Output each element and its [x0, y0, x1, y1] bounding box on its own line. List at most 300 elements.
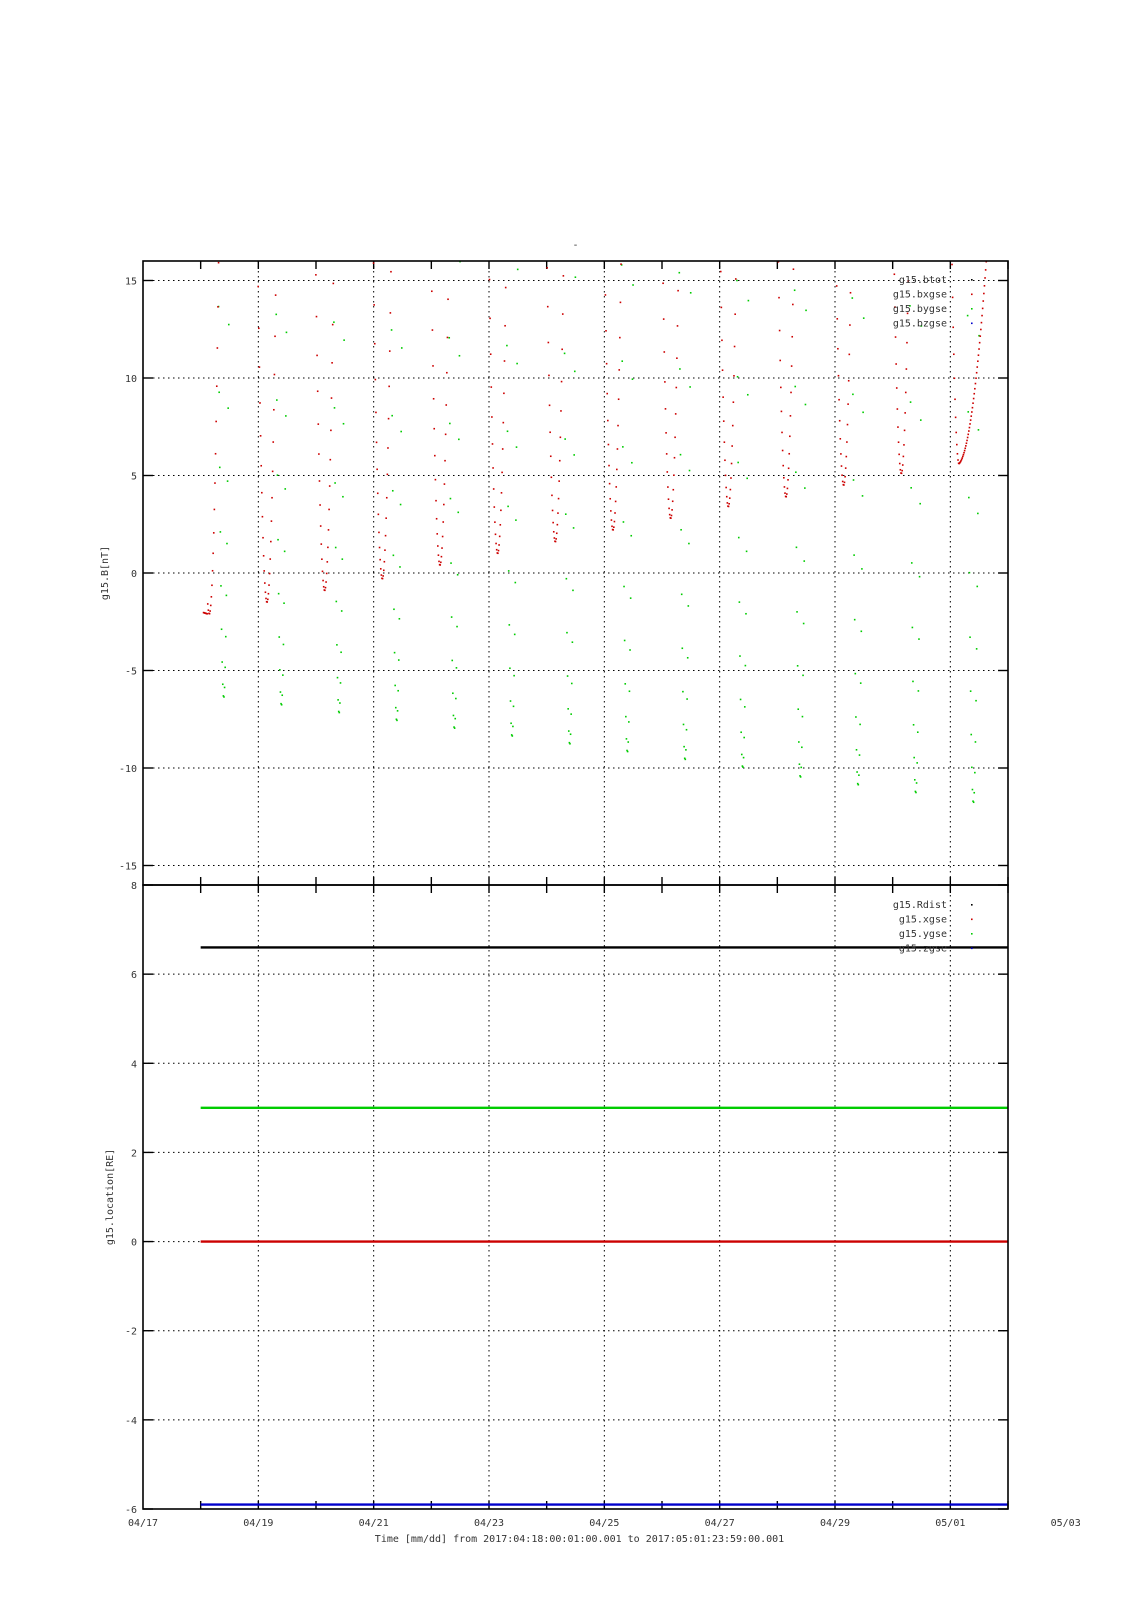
bygse-point [632, 284, 634, 286]
bxgse-point [618, 398, 620, 400]
bxgse-point [662, 282, 664, 284]
bxgse-point [376, 469, 378, 471]
x-tick-label: 04/21 [358, 1518, 389, 1529]
bygse-point [740, 731, 742, 733]
bygse-point [797, 665, 799, 667]
bxgse-point [439, 564, 441, 566]
bxgse-point [964, 448, 966, 450]
bxgse-point [268, 593, 270, 595]
bygse-point [683, 724, 685, 726]
bxgse-point [785, 496, 787, 498]
bygse-point [745, 665, 747, 667]
bxgse-point [611, 526, 613, 528]
bxgse-point [665, 408, 667, 410]
bxgse-point [614, 521, 616, 523]
bxgse-point [783, 477, 785, 479]
bxgse-point [561, 381, 563, 383]
legend-entry: g15.bxgse [892, 289, 947, 301]
bygse-point [228, 324, 230, 326]
bxgse-point [608, 465, 610, 467]
bxgse-point [841, 474, 843, 476]
bygse-point [746, 478, 748, 480]
bygse-point [968, 497, 970, 499]
bxgse-point [724, 459, 726, 461]
bygse-point [512, 726, 514, 728]
bxgse-point [378, 514, 380, 516]
bygse-point [571, 683, 573, 685]
bygse-point [688, 543, 690, 545]
bxgse-point [382, 575, 384, 577]
legend-entry: g15.bzgse [892, 318, 947, 330]
bxgse-point [791, 365, 793, 367]
bxgse-point [328, 509, 330, 511]
bxgse-point [546, 267, 548, 269]
bxgse-point [784, 492, 786, 494]
bygse-point [740, 699, 742, 701]
bxgse-point [984, 285, 986, 287]
bxgse-point [782, 450, 784, 452]
bxgse-point [558, 498, 560, 500]
bygse-point [914, 779, 916, 781]
bxgse-point [618, 369, 620, 371]
bygse-point [737, 376, 739, 378]
bygse-point [397, 690, 399, 692]
bygse-point [681, 594, 683, 596]
bxgse-point [267, 599, 269, 601]
bxgse-point [675, 413, 677, 415]
bygse-point [514, 634, 516, 636]
bygse-point [506, 345, 508, 347]
bygse-point [859, 754, 861, 756]
bxgse-point [953, 353, 955, 355]
bygse-point [970, 690, 972, 692]
bxgse-point [981, 322, 983, 324]
bygse-point [392, 490, 394, 492]
bxgse-point [373, 304, 375, 306]
bygse-point [335, 547, 337, 549]
bxgse-point [550, 455, 552, 457]
bxgse-point [847, 424, 849, 426]
bygse-point [275, 314, 277, 316]
bygse-point [627, 741, 629, 743]
x-axis-label: Time [mm/dd] from 2017:04:18:00:01:00.001 to 2017:05:01:23:59:00.001 [374, 1534, 785, 1545]
bxgse-point [901, 470, 903, 472]
bxgse-point [491, 416, 493, 418]
bygse-point [339, 702, 341, 704]
bxgse-point [215, 453, 217, 455]
bygse-point [917, 731, 919, 733]
bygse-point [801, 746, 803, 748]
bygse-point [803, 560, 805, 562]
bxgse-point [558, 480, 560, 482]
bxgse-point [331, 397, 333, 399]
bygse-point [570, 733, 572, 735]
bygse-point [970, 734, 972, 736]
bxgse-point [952, 327, 954, 329]
bygse-point [736, 280, 738, 282]
bygse-point [277, 474, 279, 476]
bygse-point [516, 446, 518, 448]
bxgse-point [495, 543, 497, 545]
bxgse-point [273, 409, 275, 411]
bxgse-point [972, 402, 974, 404]
bygse-point [340, 651, 342, 653]
bxgse-point [726, 496, 728, 498]
bygse-point [919, 576, 921, 578]
bxgse-point [724, 441, 726, 443]
bygse-point [339, 712, 341, 714]
bygse-point [628, 721, 630, 723]
y-tick-label: -15 [118, 861, 137, 873]
bygse-point [564, 438, 566, 440]
bygse-point [859, 724, 861, 726]
bygse-point [861, 568, 863, 570]
bygse-point [852, 394, 854, 396]
bxgse-point [552, 510, 554, 512]
legend-marker [971, 279, 973, 281]
bxgse-point [722, 369, 724, 371]
bxgse-point [272, 471, 274, 473]
bxgse-point [979, 335, 981, 337]
bxgse-point [562, 313, 564, 315]
bxgse-point [969, 423, 971, 425]
bxgse-point [617, 425, 619, 427]
bygse-point [278, 593, 280, 595]
bygse-point [456, 667, 458, 669]
bxgse-point [378, 532, 380, 534]
bxgse-point [611, 519, 613, 521]
bygse-point [221, 661, 223, 663]
bxgse-point [260, 465, 262, 467]
bxgse-point [502, 448, 504, 450]
bygse-point [281, 694, 283, 696]
bxgse-point [778, 297, 780, 299]
bygse-point [737, 462, 739, 464]
bygse-point [795, 471, 797, 473]
bxgse-point [677, 325, 679, 327]
bxgse-point [732, 425, 734, 427]
bygse-point [391, 415, 393, 417]
bxgse-point [607, 420, 609, 422]
bygse-point [861, 631, 863, 633]
y-axis-label: g15.location[RE] [105, 1148, 116, 1246]
bxgse-point [274, 336, 276, 338]
bygse-point [517, 269, 519, 271]
bygse-point [337, 699, 339, 701]
bxgse-point [967, 434, 969, 436]
bxgse-point [317, 390, 319, 392]
bxgse-point [557, 524, 559, 526]
bygse-point [686, 729, 688, 731]
bygse-point [401, 347, 403, 349]
bxgse-point [268, 584, 270, 586]
legend-entry: g15.zgse [898, 943, 947, 955]
bxgse-point [217, 347, 219, 349]
bxgse-point [389, 350, 391, 352]
bygse-point [572, 641, 574, 643]
bygse-point [632, 378, 634, 380]
bygse-point [515, 519, 517, 521]
bxgse-point [617, 448, 619, 450]
bxgse-point [981, 315, 983, 317]
legend-entry: g15.Rdist [892, 900, 947, 911]
bxgse-point [725, 475, 727, 477]
bxgse-point [390, 312, 392, 314]
bxgse-point [387, 474, 389, 476]
bxgse-point [735, 278, 737, 280]
bxgse-point [896, 387, 898, 389]
bxgse-point [904, 430, 906, 432]
bygse-point [393, 555, 395, 557]
bxgse-point [667, 486, 669, 488]
legend-entry: g15.ygse [898, 929, 947, 940]
bxgse-point [322, 571, 324, 573]
bxgse-point [316, 355, 318, 357]
bxgse-point [956, 444, 958, 446]
bxgse-point [493, 488, 495, 490]
bygse-point [794, 386, 796, 388]
bygse-point [573, 527, 575, 529]
bygse-point [747, 394, 749, 396]
bygse-point [450, 562, 452, 564]
bygse-point [746, 551, 748, 553]
chart-title: - [572, 240, 579, 251]
bxgse-point [620, 302, 622, 304]
bxgse-point [721, 307, 723, 309]
y-tick-label: 5 [130, 471, 137, 483]
bygse-point [509, 624, 511, 626]
bxgse-point [217, 306, 219, 308]
bxgse-point [321, 558, 323, 560]
bygse-point [912, 627, 914, 629]
bxgse-point [897, 408, 899, 410]
bxgse-point [379, 547, 381, 549]
bxgse-point [259, 402, 261, 404]
bygse-point [629, 649, 631, 651]
bxgse-point [963, 452, 965, 454]
legend-marker [971, 323, 973, 325]
bygse-point [278, 636, 280, 638]
bxgse-point [845, 467, 847, 469]
bxgse-point [975, 383, 977, 385]
bygse-point [910, 487, 912, 489]
bxgse-point [903, 444, 905, 446]
legend-marker [971, 933, 973, 935]
bxgse-point [983, 293, 985, 295]
bxgse-point [721, 339, 723, 341]
bygse-point [459, 355, 461, 357]
bxgse-point [373, 262, 375, 264]
bxgse-point [966, 440, 968, 442]
bxgse-point [492, 467, 494, 469]
bxgse-point [968, 430, 970, 432]
bxgse-point [319, 480, 321, 482]
bygse-point [744, 706, 746, 708]
bygse-point [455, 698, 457, 700]
bygse-point [971, 767, 973, 769]
bygse-point [973, 792, 975, 794]
bygse-point [858, 774, 860, 776]
bxgse-point [845, 456, 847, 458]
bxgse-point [263, 555, 265, 557]
bxgse-point [728, 506, 730, 508]
bxgse-point [561, 349, 563, 351]
bygse-point [748, 300, 750, 302]
bxgse-point [842, 481, 844, 483]
bxgse-point [954, 377, 956, 379]
bxgse-point [975, 377, 977, 379]
bygse-point [910, 401, 912, 403]
bygse-point [219, 467, 221, 469]
bxgse-point [836, 285, 838, 287]
bygse-point [862, 495, 864, 497]
bxgse-point [269, 558, 271, 560]
bxgse-point [498, 550, 500, 552]
bxgse-point [385, 517, 387, 519]
bxgse-point [322, 580, 324, 582]
bygse-point [626, 738, 628, 740]
bygse-point [283, 602, 285, 604]
bxgse-point [387, 447, 389, 449]
bxgse-point [264, 582, 266, 584]
bygse-point [738, 537, 740, 539]
bxgse-point [329, 459, 331, 461]
bxgse-point [792, 304, 794, 306]
bxgse-point [663, 318, 665, 320]
bxgse-point [620, 263, 622, 265]
bxgse-point [970, 415, 972, 417]
bygse-point [623, 586, 625, 588]
bxgse-point [315, 274, 317, 276]
bxgse-point [957, 459, 959, 461]
bxgse-point [974, 388, 976, 390]
bygse-point [805, 404, 807, 406]
bygse-point [805, 310, 807, 312]
bxgse-point [615, 501, 617, 503]
bygse-point [862, 412, 864, 414]
bxgse-point [973, 398, 975, 400]
bxgse-point [671, 509, 673, 511]
bygse-point [333, 321, 335, 323]
bygse-point [509, 667, 511, 669]
bxgse-point [978, 354, 980, 356]
bygse-point [398, 659, 400, 661]
bxgse-point [560, 410, 562, 412]
bxgse-point [266, 601, 268, 603]
bxgse-point [788, 453, 790, 455]
bxgse-point [493, 506, 495, 508]
bygse-point [281, 704, 283, 706]
bxgse-point [501, 492, 503, 494]
bxgse-point [211, 596, 213, 598]
bxgse-point [325, 581, 327, 583]
bxgse-point [844, 482, 846, 484]
bygse-point [226, 543, 228, 545]
bxgse-point [553, 531, 555, 533]
bygse-point [221, 628, 223, 630]
bxgse-point [490, 353, 492, 355]
legend-entry: g15.bygse [892, 304, 947, 315]
bygse-point [284, 488, 286, 490]
x-tick-label: 04/17 [127, 1518, 159, 1529]
bxgse-point [499, 524, 501, 526]
bxgse-point [333, 283, 335, 285]
bxgse-point [895, 336, 897, 338]
bxgse-point [324, 590, 326, 592]
bxgse-point [789, 435, 791, 437]
bygse-point [679, 272, 681, 274]
bygse-point [282, 674, 284, 676]
bxgse-point [957, 453, 959, 455]
bygse-point [567, 675, 569, 677]
bygse-point [912, 681, 914, 683]
bygse-point [852, 297, 854, 299]
bxgse-point [442, 536, 444, 538]
bxgse-point [905, 392, 907, 394]
time-axis [128, 1518, 1081, 1545]
bygse-point [972, 789, 974, 791]
bxgse-point [208, 609, 210, 611]
bygse-point [796, 611, 798, 613]
bygse-point [799, 763, 801, 765]
bxgse-point [841, 465, 843, 467]
bygse-point [741, 754, 743, 756]
bygse-point [564, 353, 566, 355]
bygse-point [227, 480, 229, 482]
bxgse-point [549, 431, 551, 433]
bygse-point [448, 337, 450, 339]
x-tick-label: 04/19 [243, 1518, 274, 1529]
bxgse-point [619, 337, 621, 339]
bygse-point [918, 690, 920, 692]
bygse-point [457, 512, 459, 514]
y-tick-label: -10 [118, 764, 137, 775]
legend-entry: g15.xgse [898, 914, 947, 926]
bxgse-point [971, 411, 973, 413]
bxgse-point [495, 534, 497, 536]
bxgse-point [733, 401, 735, 403]
bxgse-point [955, 417, 957, 419]
bygse-point [975, 700, 977, 702]
bygse-point [336, 601, 338, 603]
bxgse-point [447, 298, 449, 300]
bxgse-point [492, 443, 494, 445]
bygse-point [856, 749, 858, 751]
bxgse-point [982, 308, 984, 310]
bxgse-point [388, 418, 390, 420]
bxgse-point [327, 547, 329, 549]
bygse-point [568, 730, 570, 732]
bxgse-point [838, 375, 840, 377]
bxgse-point [610, 510, 612, 512]
bxgse-point [982, 300, 984, 302]
bxgse-point [672, 489, 674, 491]
bygse-point [343, 423, 345, 425]
bygse-point [856, 771, 858, 773]
bxgse-point [498, 544, 500, 546]
y-tick-label: 0 [130, 1237, 137, 1249]
bxgse-point [214, 509, 216, 511]
bxgse-point [847, 403, 849, 405]
bxgse-point [614, 512, 616, 514]
bxgse-point [616, 469, 618, 471]
bxgse-point [615, 486, 617, 488]
bxgse-point [441, 547, 443, 549]
bxgse-point [969, 427, 971, 429]
bygse-point [967, 411, 969, 413]
legend-marker [971, 948, 973, 950]
bxgse-point [209, 613, 211, 615]
